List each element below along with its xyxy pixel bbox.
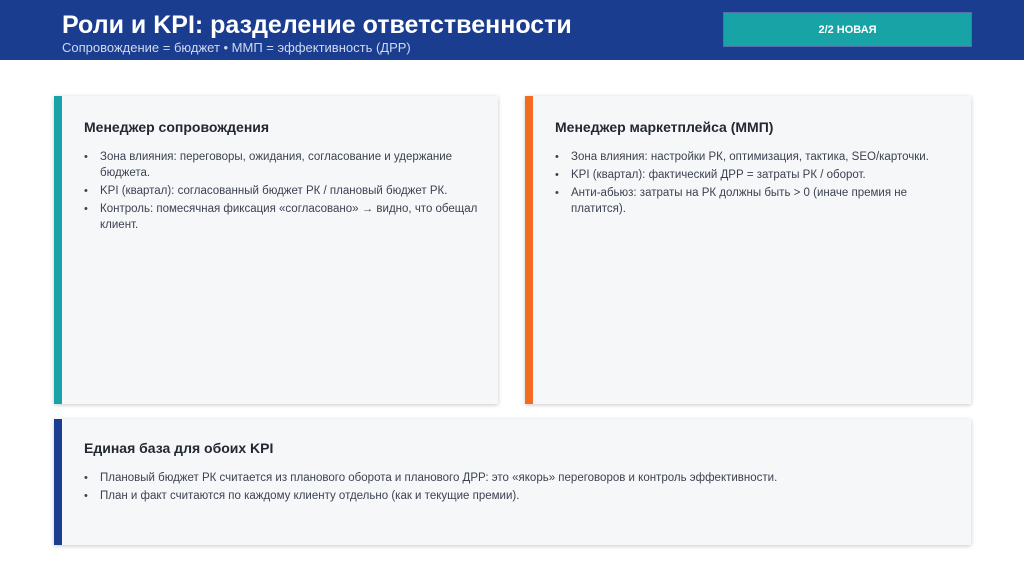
list-item [84, 488, 951, 504]
list-item-text: KPI (квартал): фактический ДРР = затраты РК / оборот. [571, 169, 866, 181]
list-item [555, 167, 941, 183]
list-item-text: Плановый бюджет РК считается из планового оборота и планового ДРР: это «якорь» переговоров и контроль эффективности. [100, 472, 778, 484]
bullet-icon: • [555, 187, 559, 199]
list-item-text: KPI (квартал): согласованный бюджет РК / плановый бюджет РК. [100, 185, 448, 197]
bullet-list [84, 149, 478, 235]
bullet-icon: • [84, 151, 88, 163]
list-item-text: Зона влияния: настройки РК, оптимизация, тактика, SEO/карточки. [571, 151, 929, 163]
marketplace-manager-card [525, 96, 971, 404]
list-item [84, 201, 478, 233]
card-accent-bar [525, 96, 533, 404]
bullet-icon: • [84, 203, 88, 215]
bullet-list [84, 470, 951, 506]
list-item [84, 470, 951, 486]
bullet-icon: • [84, 185, 88, 197]
list-item [555, 185, 941, 217]
page-title: Роли и KPI: разделение ответственности [62, 11, 572, 39]
bullet-icon: • [84, 490, 88, 502]
list-item [84, 149, 478, 181]
bullet-icon: • [555, 151, 559, 163]
card-accent-bar [54, 96, 62, 404]
bullet-icon: • [84, 472, 88, 484]
slide-header [0, 0, 1024, 60]
support-manager-card [54, 96, 498, 404]
list-item-text: Зона влияния: переговоры, ожидания, согласование и удержание бюджета. [100, 151, 453, 179]
card-accent-bar [54, 419, 62, 545]
card-title: Единая база для обоих KPI [84, 440, 274, 456]
card-title: Менеджер маркетплейса (ММП) [555, 119, 774, 135]
page-subtitle: Сопровождение = бюджет • ММП = эффективность (ДРР) [62, 40, 411, 55]
slide-number-badge: 2/2 НОВАЯ [724, 13, 971, 46]
list-item-text: Анти-абьюз: затраты на РК должны быть > 0 (иначе премия не платится). [571, 187, 907, 215]
bullet-icon: • [555, 169, 559, 181]
shared-kpi-base-card [54, 419, 971, 545]
list-item-text: План и факт считаются по каждому клиенту отдельно (как и текущие премии). [100, 490, 520, 502]
list-item-text: Контроль: помесячная фиксация «согласовано» → видно, что обещал клиент. [100, 203, 478, 231]
list-item [84, 183, 478, 199]
list-item [555, 149, 941, 165]
bullet-list [555, 149, 941, 219]
card-title: Менеджер сопровождения [84, 119, 270, 135]
